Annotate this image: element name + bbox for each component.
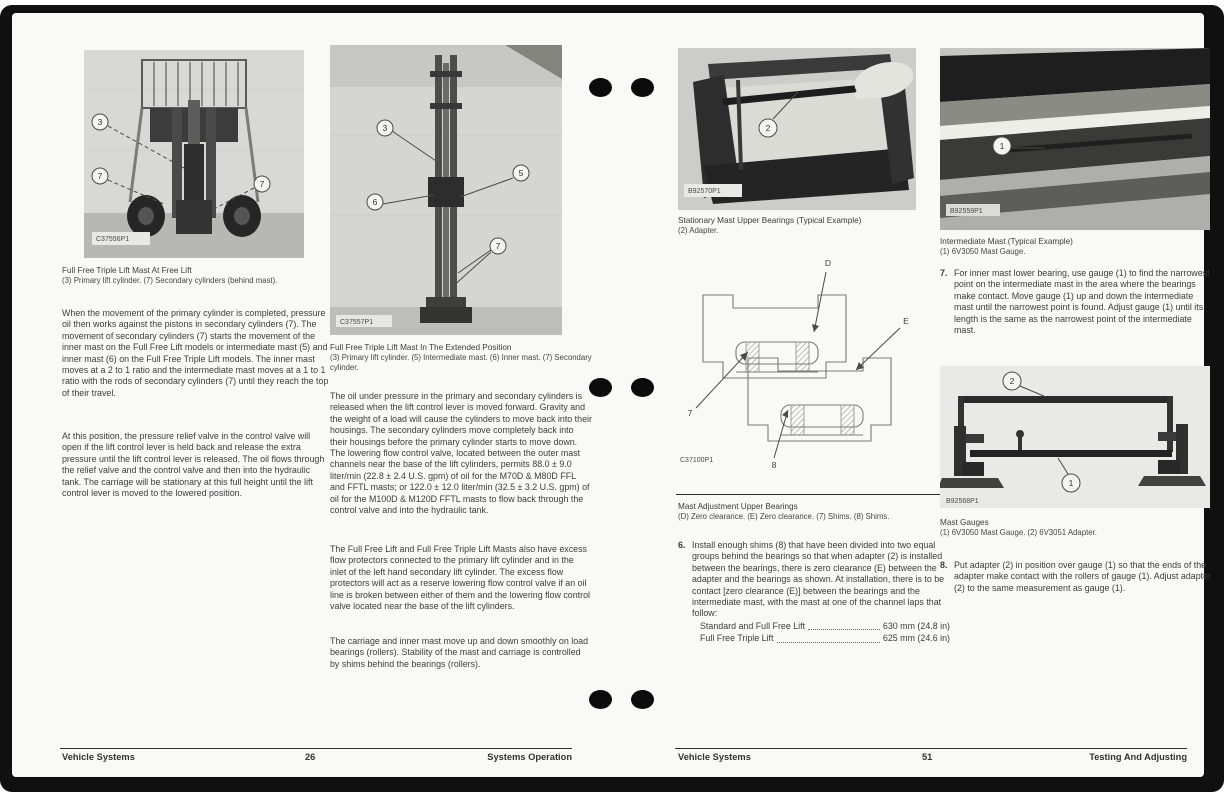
body-paragraph: When the movement of the primary cylinder is completed, pressure oil then works against the pistons in secondary cylinders (7). The movement of secondary cylinders (7) starts the movement of the inner mast on the Full Free Lift models or intermediate mast (5) and inner mast (6) on the Full Free Triple Lift models. The inner mast moves at a 2 to 1 ratio and the intermediate mast moves at a 1 to 1 ratio with the rods of secondary cylinders (7) until they reach the top of their travel.: [62, 308, 329, 398]
figure-caption-title: Full Free Triple Lift Mast At Free Lift: [62, 266, 192, 275]
figure-caption: [330, 343, 592, 372]
step-text: For inner mast lower bearing, use gauge (1) to find the narrowest point on the intermediate mast in the area where the bearings make contact. Move gauge (1) up and down the intermediate mast until the narrowest point is found. Adjust gauge (1) until its length is the same as the narrowest point of the intermediate mast.: [954, 268, 1210, 336]
body-paragraph: At this position, the pressure relief valve in the control valve will open if the lift control lever is held back and release the extra pressure until the lift control lever is released. The oil flows through the relief valve and the control valve and then into the hydraulic tank. The carriage will be stationary at this full height until the lift control lever is moved to the lowered position.: [62, 431, 325, 499]
step-number: 7.: [940, 268, 948, 278]
figure-intermediate-mast: [940, 48, 1210, 230]
footer-page-number-right: 51: [922, 752, 933, 762]
step-item-8: [940, 560, 1214, 594]
footer-section-left: Vehicle Systems: [62, 752, 135, 762]
punch-hole: [631, 78, 654, 97]
footer-page-number-left: 26: [305, 752, 316, 762]
footer-rule-right: [675, 748, 1187, 749]
step-number: 6.: [678, 540, 686, 550]
figure-id-tag: C37556P1: [96, 236, 130, 243]
figure-id-tag: C37100P1: [680, 457, 714, 464]
footer-rule-left: [60, 748, 572, 749]
step-text: Put adapter (2) in position over gauge (1) so that the ends of the adapter make contact with the rollers of gauge (1). Adjust adapter (2) to the same measurement as gauge (1).: [954, 560, 1212, 593]
callout-3-label: 3: [382, 123, 388, 133]
spec-row: [700, 633, 950, 644]
figure-caption-detail: (3) Primary lift cylinder. (7) Secondary cylinders (behind mast).: [62, 276, 278, 285]
body-paragraph: The carriage and inner mast move up and down smoothly on load bearings (rollers). Stability of the mast and carriage is controlled by shims behind the bearings (rollers).: [330, 636, 589, 669]
punch-hole: [589, 78, 612, 97]
callout-3-label: 3: [97, 117, 103, 127]
figure-id-tag: B92570P1: [688, 188, 721, 195]
figure-caption-title: Full Free Triple Lift Mast In The Extended Position: [330, 343, 512, 352]
callout-5-label: 5: [518, 168, 524, 178]
footer-chapter-left: Systems Operation: [487, 752, 572, 762]
figure-caption-title: Stationary Mast Upper Bearings (Typical Example): [678, 216, 862, 225]
step-item-6: [678, 540, 950, 645]
spec-label: Standard and Full Free Lift: [700, 620, 806, 631]
spec-row: [700, 621, 950, 632]
body-paragraph: The Full Free Lift and Full Free Triple Lift Masts also have excess flow protectors connected to the primary lift cylinder and in the inlet of the left hand secondary lift cylinder. The excess flow protectors will act as a reserve lowering flow control valve if an oil line is broken between either of them and the lowering flow control valve located near the base of the lift cylinders.: [330, 544, 590, 612]
diagram-label-d: D: [824, 258, 832, 268]
figure-mast-adjustment-diagram: [678, 250, 918, 472]
callout-2-label: 2: [1009, 376, 1015, 386]
figure-mast-extended: [330, 45, 562, 335]
spec-leader-dots: [777, 642, 880, 643]
figure-id-tag: C37557P1: [340, 319, 374, 326]
figure-caption-detail: (1) 6V3050 Mast Gauge.: [940, 247, 1026, 256]
figure-caption-detail: (1) 6V3050 Mast Gauge. (2) 6V3051 Adapter.: [940, 528, 1097, 537]
diagram-label-8: 8: [771, 460, 777, 470]
figure-caption: [940, 237, 1210, 257]
figure-caption: [940, 518, 1210, 538]
figure-caption: [678, 216, 946, 236]
figure-id-tag: B92568P1: [946, 498, 979, 505]
figure-caption-title: Mast Gauges: [940, 518, 989, 527]
callout-7-label: 7: [495, 241, 501, 251]
figure-stationary-mast-bearings: [678, 48, 916, 210]
footer-chapter-right: Testing And Adjusting: [1089, 752, 1187, 762]
step-item-7: [940, 268, 1214, 336]
punch-hole: [589, 690, 612, 709]
callout-7-right-label: 7: [259, 179, 265, 189]
spec-value: 630 mm (24.8 in): [882, 620, 950, 631]
figure-caption-detail: (3) Primary lift cylinder. (5) Intermediate mast. (6) Inner mast. (7) Secondary cylinder.: [330, 353, 592, 372]
punch-hole: [589, 378, 612, 397]
footer-section-right: Vehicle Systems: [678, 752, 751, 762]
figure-caption-title: Mast Adjustment Upper Bearings: [678, 502, 798, 511]
figure-caption: [62, 266, 330, 286]
callout-2-label: 2: [765, 123, 771, 133]
diagram-label-7: 7: [687, 408, 693, 418]
step-text: Install enough shims (8) that have been divided into two equal groups behind the bearings so that when adapter (2) is installed between the bearings, there is zero clearance (E) between the adapter and the bearings as shown. At installation, there is to be contact [zero clearance (E)] between the bearings and the intermediate mast, with the mast at one of the channel laps that follow:: [692, 540, 945, 619]
figure-caption-detail: (2) Adapter.: [678, 226, 719, 235]
figure-caption: [678, 502, 946, 522]
callout-6-label: 6: [372, 197, 378, 207]
figure-mast-gauges: [940, 366, 1210, 508]
figure-forklift-free-lift: [84, 50, 304, 258]
callout-1-label: 1: [1068, 478, 1074, 488]
callout-1-label: 1: [999, 141, 1005, 151]
caption-rule: [676, 494, 946, 495]
step-number: 8.: [940, 560, 948, 570]
punch-hole: [631, 378, 654, 397]
body-paragraph: The oil under pressure in the primary and secondary cylinders is released when the lift control lever is moved forward. Gravity and the weight of a load will cause the cylinders to move back into their housings. The secondary cylinders move completely back into their housings before the primary cylinder starts to move down. The lowering flow control valve, located between the outer mast channels near the base of the lift cylinders, permits 88.0 ± 9.0 liter/min (22.8 ± 2.4 U.S. gpm) of oil for the M70D & M80D FFL and FFTL masts; or 122.0 ± 12.0 liter/min (32.5 ± 3.2 U.S. gpm) of oil for the M100D & M120D FFTL masts to flow back through the control valve and into the hydraulic tank.: [330, 391, 592, 516]
figure-caption-title: Intermediate Mast (Typical Example): [940, 237, 1073, 246]
figure-id-tag: B92559P1: [950, 208, 983, 215]
callout-7-left-label: 7: [97, 171, 103, 181]
punch-hole: [631, 690, 654, 709]
figure-caption-detail: (D) Zero clearance. (E) Zero clearance. (7) Shims. (8) Shims.: [678, 512, 890, 521]
spec-label: Full Free Triple Lift: [700, 633, 774, 644]
spec-leader-dots: [808, 629, 880, 630]
diagram-label-e: E: [903, 316, 909, 326]
spec-value: 625 mm (24.6 in): [882, 633, 950, 644]
